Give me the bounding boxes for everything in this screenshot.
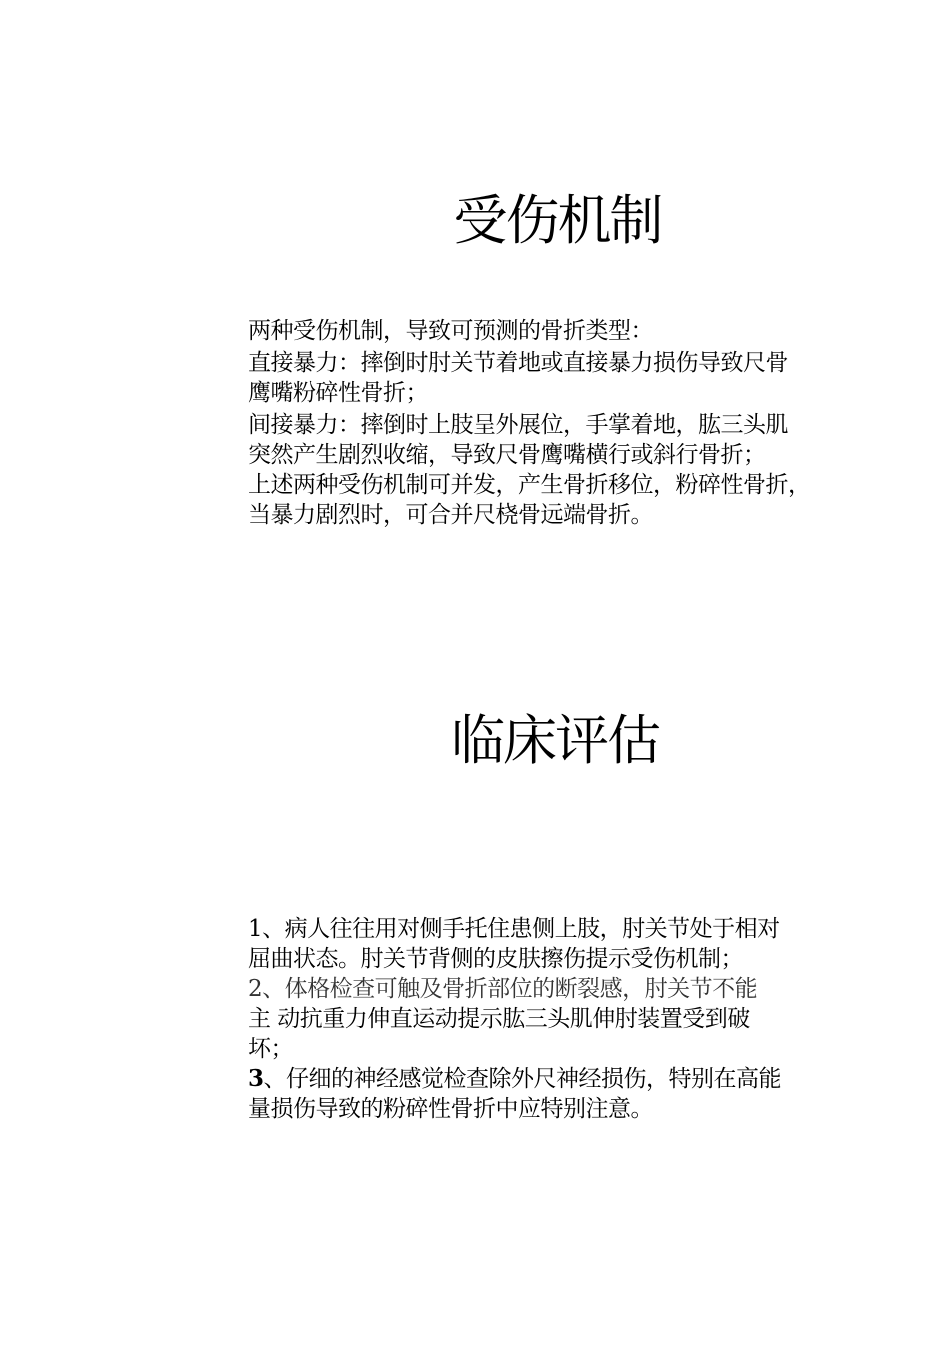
- paragraph-line: 上述两种受伤机制可并发，产生骨折移位，粉碎性骨折，: [248, 472, 811, 498]
- list-item-line: 1、病人往往用对侧手托住患侧上肢，肘关节处于相对: [248, 916, 780, 942]
- clinical-assessment-text: [248, 914, 868, 1124]
- list-item-line: 2、体格检查可触及骨折部位的断裂感，肘关节不能: [248, 976, 758, 1002]
- paragraph-line: 间接暴力：摔倒时上肢呈外展位，手掌着地，肱三头肌: [248, 412, 788, 438]
- list-item-line: 坏；: [248, 1036, 293, 1062]
- paragraph-line: 直接暴力：摔倒时肘关节着地或直接暴力损伤导致尺骨: [248, 350, 788, 376]
- section-title-injury-mechanism: 受伤机制: [453, 189, 662, 252]
- paragraph-line: 鹰嘴粉碎性骨折；: [248, 380, 428, 406]
- item-number: 1: [248, 916, 263, 942]
- paragraph-line: 当暴力剧烈时，可合并尺桡骨远端骨折。: [248, 502, 653, 528]
- item-number: 3: [248, 1065, 264, 1092]
- list-item-line: 量损伤导致的粉碎性骨折中应特别注意。: [248, 1096, 653, 1122]
- section-title-clinical-assessment: 临床评估: [451, 709, 659, 772]
- paragraph-line: 两种受伤机制，导致可预测的骨折类型：: [248, 318, 653, 344]
- list-item-line: 主 动抗重力伸直运动提示肱三头肌伸肘装置受到破: [248, 1006, 750, 1032]
- injury-mechanism-text: [248, 316, 868, 530]
- list-item-line: 3、仔细的神经感觉检查除外尺神经损伤，特别在高能: [248, 1065, 782, 1092]
- list-item-line: 屈曲状态。肘关节背侧的皮肤擦伤提示受伤机制；: [248, 946, 743, 972]
- item-number: 2: [248, 976, 263, 1002]
- paragraph-line: 突然产生剧烈收缩，导致尺骨鹰嘴横行或斜行骨折；: [248, 442, 766, 468]
